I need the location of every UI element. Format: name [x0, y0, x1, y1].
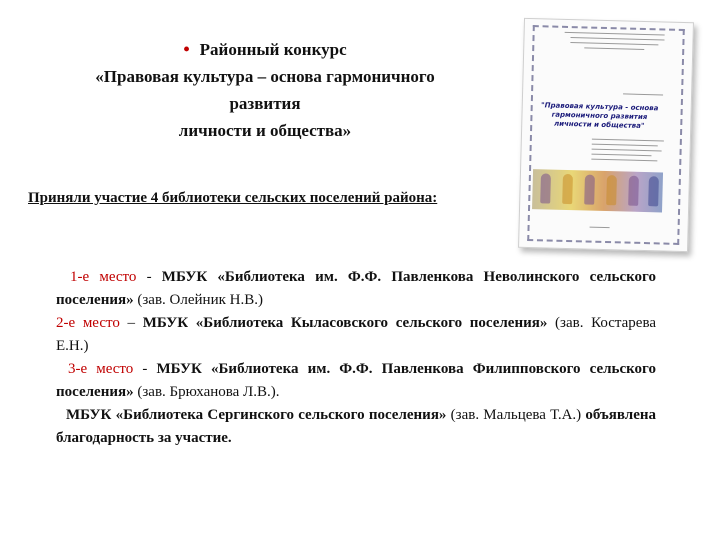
- photo-figure: [584, 174, 595, 204]
- document-thumbnail: [518, 18, 694, 252]
- photo-figure: [562, 174, 573, 204]
- bullet-icon: •: [183, 39, 190, 59]
- contest-heading: [30, 36, 500, 144]
- result-item-2: 2-е место – МБУК «Библиотека Кыласовского сельского поселения» (зав. Костарева Е.Н.): [56, 315, 656, 354]
- photo-figure: [648, 176, 659, 206]
- heading-line-1: • Районный конкурс: [183, 39, 347, 59]
- result-item-1: 1-е место - МБУК «Библиотека им. Ф.Ф. Павленкова Неволинского сельского поселения» (зав. Олейник Н.В.): [56, 269, 656, 308]
- thumbnail-photo: [532, 169, 663, 212]
- thumbnail-doc-title: "Правовая культура - основа гармоничного развития личности и общества": [540, 101, 659, 131]
- heading-line-3: развития: [229, 94, 301, 113]
- photo-figure: [540, 173, 551, 203]
- photo-figure: [606, 175, 617, 205]
- results-list: [56, 266, 656, 450]
- result-item-3: 3-е место - МБУК «Библиотека им. Ф.Ф. Павленкова Филипповского сельского поселения» (зав. Брюханова Л.В.).: [56, 361, 656, 400]
- thanks-item: МБУК «Библиотека Сергинского сельского поселения» (зав. Мальцева Т.А.) объявлена благодарность за участие.: [56, 407, 656, 446]
- photo-figure: [628, 176, 639, 206]
- heading-line-4: личности и общества»: [178, 121, 352, 140]
- heading-line-2: «Правовая культура – основа гармоничного: [95, 67, 435, 86]
- participation-line: Приняли участие 4 библиотеки сельских поселений района:: [28, 190, 438, 206]
